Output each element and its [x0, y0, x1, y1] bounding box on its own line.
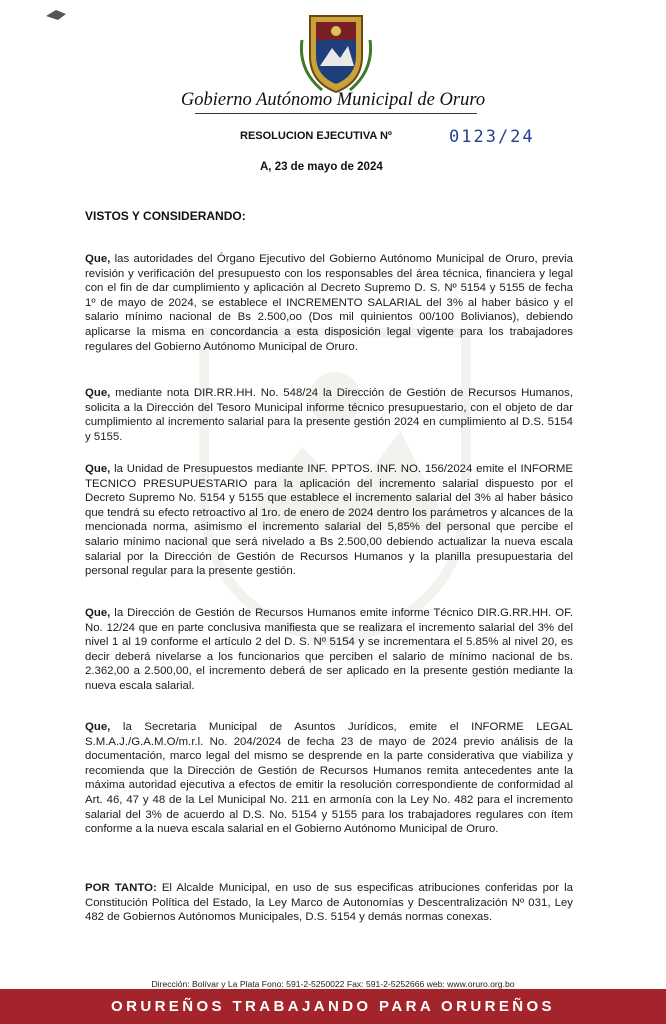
paragraph-text: mediante nota DIR.RR.HH. No. 548/24 la Dirección de Gestión de Recursos Humanos, solicita a la Dirección del Tesoro Municipal informe técnico presupuestario, con el objeto de dar cumplimiento al incremento salarial para la presente gestión 2024 en cumplimiento al D.S. 5154 y 5155.: [85, 387, 573, 443]
footer-slogan: ORUREÑOS TRABAJANDO PARA ORUREÑOS: [111, 998, 555, 1015]
paragraph-text: la Dirección de Gestión de Recursos Humanos emite informe Técnico DIR.G.RR.HH. OF. No. 12/24 que en parte conclusiva manifiesta que se realizara el incremento salarial del 3% del nivel 1 al 19 conforme el artículo 2 del D. S. Nº 5154 y se incrementara el 5.85% al nivel 20, es decir deberá nivelarse a los funcionarios que perciben el salario de mínimo nacional de bs. 2.362,00 a 2.500,00, el incremento deberá de ser aplicado en la presente gestión mediante la nueva escala salarial.: [85, 607, 573, 692]
paragraph-text: El Alcalde Municipal, en uso de sus especificas atribuciones conferidas por la Constitución Política del Estado, la Ley Marco de Autonomías y Descentralización Nº 031, Ley 482 de Gobiernos Autónomos Municipales, D.S. 5154 y demás normas conexas.: [85, 882, 573, 924]
resolution-date: A, 23 de mayo de 2024: [260, 161, 383, 173]
considerando-paragraph: [85, 606, 573, 694]
corner-ink-mark-icon: [44, 6, 70, 24]
paragraph-lead: Que,: [85, 463, 111, 475]
resolution-label: RESOLUCION EJECUTIVA Nº: [240, 130, 392, 142]
por-tanto-paragraph: [85, 881, 573, 925]
paragraph-lead: Que,: [85, 387, 111, 399]
organization-title: Gobierno Autónomo Municipal de Oruro: [180, 90, 486, 110]
paragraph-text: la Secretaria Municipal de Asuntos Jurídicos, emite el INFORME LEGAL S.M.A.J./G.A.M.O/m.r.l. No. 204/2024 de fecha 23 de mayo de 2024 previo análisis de la documentación, marco legal del mismo se desprende en la parte considerativa que viabiliza y recomienda que la Dirección de Gestión de Recursos Humanos remita antecedentes ante la máxima autoridad ejecutiva a efectos de emitir la resolución correspondiente de conformidad al Art. 46, 47 y 48 de la Lel Municipal No. 211 en armonía con la Ley No. 482 para el incremento salarial del 3% de acuerdo al D.S. No. 5154 y 5155 para los trabajadores regulares con ítem conforme a la nueva escala salarial en el Gobierno Autónomo Municipal de Oruro.: [85, 721, 573, 836]
paragraph-lead: POR TANTO:: [85, 882, 157, 894]
considerando-paragraph: [85, 252, 573, 354]
paragraph-lead: Que,: [85, 607, 111, 619]
section-heading: VISTOS Y CONSIDERANDO:: [85, 209, 246, 223]
footer-contact-line: Dirección: Bolívar y La Plata Fono: 591-2-5250022 Fax: 591-2-5252666 web: www.oruro.org.bo: [151, 979, 515, 989]
paragraph-lead: Que,: [85, 253, 111, 265]
considerando-paragraph: [85, 720, 573, 837]
considerando-paragraph: [85, 462, 573, 579]
paragraph-text: la Unidad de Presupuestos mediante INF. PPTOS. INF. NO. 156/2024 emite el INFORME TECNICO PRESUPUESTARIO para la aplicación del incremento salarial dispuesto por el Decreto Supremo No. 5154 y 5155 que establece el incremento salarial del 3% al haber básico que tendrá su efecto retroactivo al 1ro. de enero de 2024 dentro los parámetros y alcances de la mencionada norma, asimismo el incremento salarial del 5,85% del personal que percibe el salario mínimo nacional que será nivelado a Bs 2.500,00 debiendo actualizar la nueva escala salarial por la Dirección de Gestión de Recursos Humanos y la planilla presupuestaria del personal regular para la presente gestión.: [85, 463, 573, 578]
municipal-crest-icon: [296, 10, 376, 96]
paragraph-text: las autoridades del Órgano Ejecutivo del Gobierno Autónomo Municipal de Oruro, previa revisión y verificación del presupuesto con los responsables del área técnica, financiera y legal con el fin de dar cumplimiento y aplicación al Decreto Supremo D. S. Nº 5154 y 5155 de fecha 1º de mayo de 2024, se establece el INCREMENTO SALARIAL del 3% al haber básico y el salario mínimo nacional de Bs 2.500,oo (Dos mil quinientos 00/100 Bolivianos), debiendo aplicarse la misma en concordancia a esta disposición legal vigente para los trabajadores regulares del Gobierno Autónomo Municipal de Oruro.: [85, 253, 573, 353]
resolution-number: 0123/24: [449, 127, 535, 147]
paragraph-lead: Que,: [85, 721, 111, 733]
title-underline: [195, 113, 477, 114]
considerando-paragraph: [85, 386, 573, 444]
